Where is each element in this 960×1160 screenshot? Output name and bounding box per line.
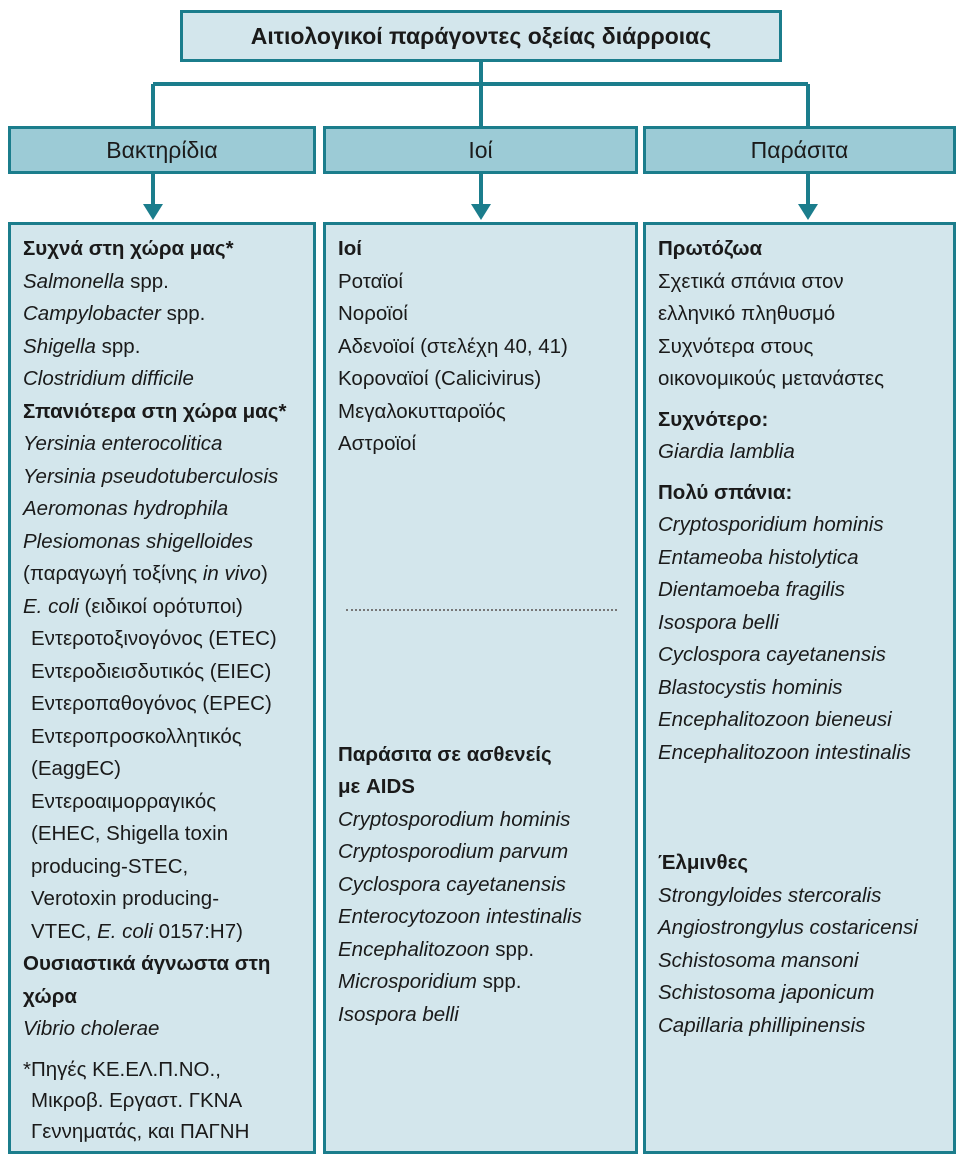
list-item: Blastocystis hominis bbox=[658, 675, 843, 699]
list-item: Αστροϊοί bbox=[338, 432, 416, 455]
list-item: Εντεροδιεισδυτικός (EIEC) bbox=[31, 659, 272, 683]
list-item: producing-STEC, bbox=[31, 854, 189, 878]
list-item: (EaggEC) bbox=[31, 757, 122, 780]
diagram-title: Αιτιολογικοί παράγοντες οξείας διάρροιας bbox=[180, 10, 782, 62]
rare-heading: Σπανιότερα στη χώρα μας* bbox=[23, 399, 287, 423]
list-item: Vibrio cholerae bbox=[23, 1017, 160, 1040]
protozoa-note: Συχνότερα στους bbox=[658, 334, 814, 358]
list-item: Plesiomonas shigelloides bbox=[23, 529, 254, 553]
list-item: Capillaria phillipinensis bbox=[658, 1013, 866, 1037]
list-item: Cryptosporodium hominis bbox=[338, 807, 571, 831]
list-item: Αδενοϊοί (στελέχη 40, 41) bbox=[338, 334, 568, 358]
viruses-heading: Ιοί bbox=[338, 237, 362, 260]
list-item: Εντεροαιμορραγικός bbox=[31, 789, 217, 813]
list-item: Shigella spp. bbox=[23, 334, 141, 358]
list-item: Yersinia pseudotuberculosis bbox=[23, 464, 279, 488]
footnote: Γεννηματάς, και ΠΑΓΝΗ bbox=[31, 1119, 250, 1143]
toxin-note: (παραγωγή τοξίνης in vivo) bbox=[23, 562, 268, 585]
list-item: Giardia lamblia bbox=[658, 440, 795, 463]
list-item: Cyclospora cayetanensis bbox=[338, 872, 566, 896]
very-rare-heading: Πολύ σπάνια: bbox=[658, 480, 793, 504]
protozoa-note: Σχετικά σπάνια στον bbox=[658, 269, 844, 293]
list-item: Isospora belli bbox=[658, 610, 779, 634]
parasites-panel bbox=[643, 222, 956, 1154]
list-item: Μεγαλοκυτταροϊός bbox=[338, 399, 506, 423]
list-item: Dientamoeba fragilis bbox=[658, 578, 845, 601]
common-heading: Συχνά στη χώρα μας* bbox=[23, 237, 234, 260]
unknown-heading: χώρα bbox=[23, 984, 77, 1008]
footnote: Μικροβ. Εργαστ. ΓΚΝΑ bbox=[31, 1088, 243, 1112]
viruses-panel bbox=[323, 222, 638, 1154]
list-item: Isospora belli bbox=[338, 1002, 459, 1026]
aids-heading: Παράσιτα σε ασθενείς bbox=[338, 742, 552, 766]
list-item: Νοροϊοί bbox=[338, 302, 408, 325]
list-item: Verotoxin producing- bbox=[31, 887, 220, 910]
category-parasites: Παράσιτα bbox=[643, 126, 956, 174]
helminths-heading: Έλμινθες bbox=[658, 851, 748, 874]
list-item: Salmonella spp. bbox=[23, 269, 169, 293]
list-item: Angiostrongylus costaricensi bbox=[658, 916, 918, 939]
list-item: VTEC, E. coli 0157:H7) bbox=[31, 919, 243, 943]
category-viruses: Ιοί bbox=[323, 126, 638, 174]
list-item: Entameoba histolytica bbox=[658, 545, 859, 569]
list-item: Schistosoma mansoni bbox=[658, 948, 859, 972]
footnote: *Πηγές ΚΕ.ΕΛ.Π.ΝΟ., bbox=[23, 1057, 221, 1081]
list-item: Aeromonas hydrophila bbox=[23, 497, 229, 520]
protozoa-note: οικονομικούς μετανάστες bbox=[658, 367, 885, 390]
list-item: Εντεροπροσκολλητικός bbox=[31, 724, 242, 748]
list-item: Εντεροτοξινογόνος (ETEC) bbox=[31, 627, 277, 650]
list-item: Clostridium difficile bbox=[23, 367, 194, 390]
aids-heading: με AIDS bbox=[338, 775, 415, 798]
list-item: Cyclospora cayetanensis bbox=[658, 643, 886, 666]
list-item: Encephalitozoon spp. bbox=[338, 937, 535, 961]
arrow-head-parasites bbox=[798, 204, 818, 220]
unknown-heading: Ουσιαστικά άγνωστα στη bbox=[23, 952, 271, 975]
frequent-heading: Συχνότερο: bbox=[658, 407, 769, 431]
protozoa-heading: Πρωτόζωα bbox=[658, 237, 763, 260]
list-item: Campylobacter spp. bbox=[23, 302, 206, 325]
list-item: Cryptosporidium hominis bbox=[658, 513, 884, 536]
arrow-head-viruses bbox=[471, 204, 491, 220]
category-bacteria: Βακτηρίδια bbox=[8, 126, 316, 174]
list-item: Ροταϊοί bbox=[338, 269, 403, 293]
list-item: Cryptosporodium parvum bbox=[338, 840, 569, 863]
list-item: (EHEC, Shigella toxin bbox=[31, 822, 229, 845]
list-item: Encephalitozoon bieneusi bbox=[658, 708, 892, 731]
protozoa-note: ελληνικό πληθυσμό bbox=[658, 302, 836, 325]
bacteria-panel bbox=[8, 222, 316, 1154]
list-item: Schistosoma japonicum bbox=[658, 981, 875, 1004]
list-item: Encephalitozoon intestinalis bbox=[658, 740, 911, 764]
ecoli-heading: E. coli (ειδικοί ορότυποι) bbox=[23, 594, 243, 618]
list-item: Yersinia enterocolitica bbox=[23, 432, 223, 455]
list-item: Κοροναϊοί (Calicivirus) bbox=[338, 367, 542, 390]
list-item: Microsporidium spp. bbox=[338, 970, 522, 993]
list-item: Enterocytozoon intestinalis bbox=[338, 905, 582, 928]
list-item: Strongyloides stercoralis bbox=[658, 883, 882, 907]
list-item: Εντεροπαθογόνος (EPEC) bbox=[31, 692, 272, 715]
arrow-head-bacteria bbox=[143, 204, 163, 220]
